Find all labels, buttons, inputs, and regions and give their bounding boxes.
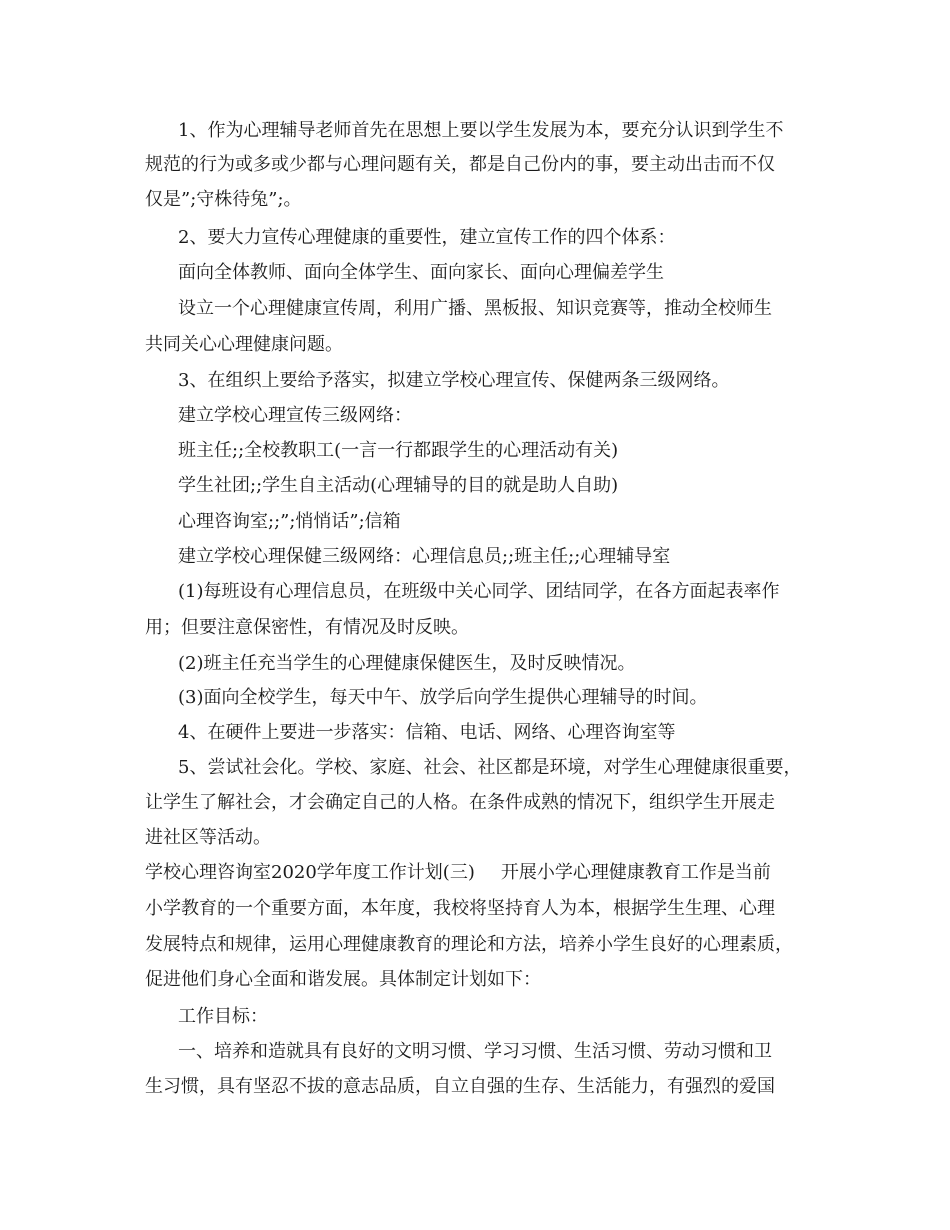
- text-line: 心理咨询室;;”;悄悄话”;信箱: [178, 511, 401, 532]
- text-line: 建立学校心理保健三级网络：心理信息员;;班主任;;心理辅导室: [178, 546, 671, 567]
- text-line: 规范的行为或多或少都与心理问题有关，都是自己份内的事，要主动出击而不仅: [145, 154, 775, 175]
- text-line: 用；但要注意保密性，有情况及时反映。: [145, 617, 469, 638]
- text-line: 促进他们身心全面和谐发展。具体制定计划如下：: [145, 969, 541, 990]
- text-line: (2)班主任充当学生的心理健康保健医生，及时反映情况。: [178, 653, 636, 674]
- text-line: 进社区等活动。: [145, 827, 271, 848]
- text-line: 发展特点和规律，运用心理健康教育的理论和方法，培养小学生良好的心理素质，: [145, 934, 793, 955]
- text-line: 面向全体教师、面向全体学生、面向家长、面向心理偏差学生: [178, 262, 664, 283]
- text-line: 设立一个心理健康宣传周，利用广播、黑板报、知识竞赛等，推动全校师生: [178, 298, 772, 319]
- text-line: [145, 856, 771, 890]
- text-line: 3、在组织上要给予落实，拟建立学校心理宣传、保健两条三级网络。: [178, 370, 730, 391]
- text-line: 共同关心心理健康问题。: [145, 334, 343, 355]
- text-line: (1)每班设有心理信息员，在班级中关心同学、团结同学，在各方面起表率作: [178, 581, 780, 602]
- text-line: 建立学校心理宣传三级网络：: [178, 405, 412, 426]
- text-line: 班主任;;全校教职工(一言一行都跟学生的心理活动有关): [178, 440, 619, 461]
- section-intro: 开展小学心理健康教育工作是当前: [500, 862, 771, 883]
- text-line: 4、在硬件上要进一步落实：信箱、电话、网络、心理咨询室等: [178, 722, 676, 743]
- text-line: (3)面向全校学生，每天中午、放学后向学生提供心理辅导的时间。: [178, 687, 708, 708]
- text-line: 工作目标：: [178, 1006, 268, 1027]
- text-line: 学生社团;;学生自主活动(心理辅导的目的就是助人自助): [178, 475, 619, 496]
- text-line: 让学生了解社会，才会确定自己的人格。在条件成熟的情况下，组织学生开展走: [145, 792, 775, 813]
- text-line: 5、尝试社会化。学校、家庭、社会、社区都是环境，对学生心理健康很重要，: [178, 757, 802, 778]
- text-line: 生习惯，具有坚忍不拔的意志品质，自立自强的生存、生活能力，有强烈的爱国: [145, 1076, 775, 1097]
- text-line: 一、培养和造就具有良好的文明习惯、学习习惯、生活习惯、劳动习惯和卫: [178, 1041, 772, 1062]
- text-line: 仅是”;守株待兔”;。: [145, 189, 302, 210]
- text-line: 2、要大力宣传心理健康的重要性，建立宣传工作的四个体系：: [178, 227, 676, 248]
- text-line: 小学教育的一个重要方面，本年度，我校将坚持育人为本，根据学生生理、心理: [145, 898, 775, 919]
- text-line: 1、作为心理辅导老师首先在思想上要以学生发展为本，要充分认识到学生不: [178, 120, 784, 141]
- section-title: 学校心理咨询室2020学年度工作计划(三): [145, 862, 475, 883]
